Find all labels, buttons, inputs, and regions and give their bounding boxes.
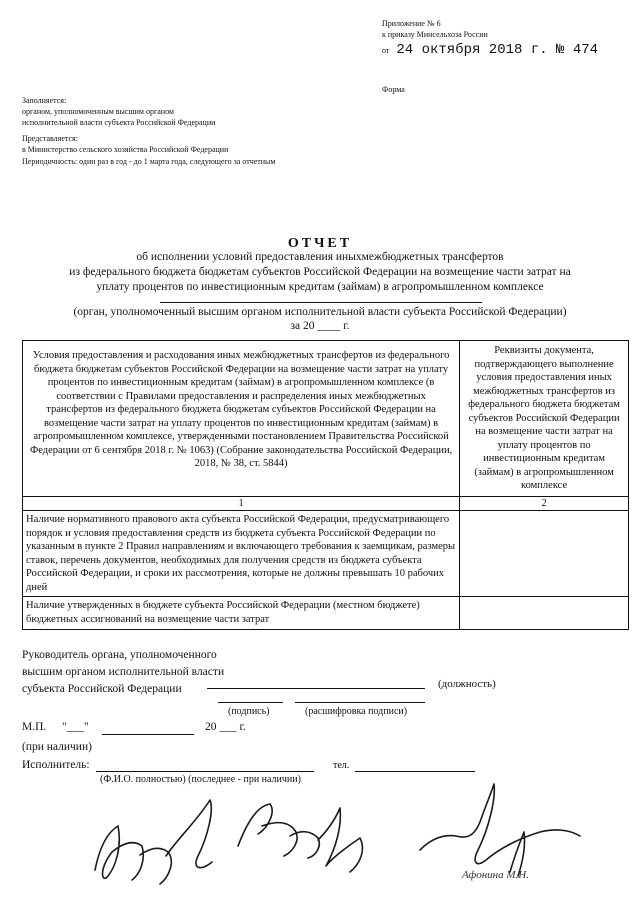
report-title-line-3: уплату процентов по инвестиционным кредитам (займам) в агропромышленном комплексе [96, 281, 544, 293]
submitted-label: Представляется: [22, 134, 78, 143]
col1-header: Условия предоставления и расходования иных межбюджетных трансфертов из федерального бюджета бюджетам субъектов Российской Федерации на возмещение части затрат на уплату процентов по инвестиционным кредитам (займам) в агропромышленном комплексе (в соответствии с Правилами предоставления и распределения иных межбюджетных трансфертов из федерального бюджета бюджетам субъектов Российской Федерации на возмещение части затрат на уплату процентов по инвестиционным кредитам (займам) в агропромышленном комплексе, утвержденными постановлением Правительства Российской Федерации от 6 сентября 2018 г. № 1063) (Собрание законодательства Российской Федерации, 2018, № 38, ст. 5844) [23, 341, 460, 497]
signature-stroke-3 [238, 804, 319, 858]
fio-label: (Ф.И.О. полностью) (последнее - при наличии) [100, 774, 301, 785]
filled-by-line-1: органом, уполномоченным высшим органом [22, 107, 174, 116]
appendix-order: к приказу Минсельхоза России [382, 30, 488, 39]
head-title-line-2: высшим органом исполнительной власти [22, 666, 225, 678]
signature-label: (подпись) [228, 706, 270, 717]
filled-by-line-2: исполнительной власти субъекта Российской Федерации [22, 118, 216, 127]
signature-stroke-2 [140, 800, 212, 884]
date-day[interactable]: "___" [62, 721, 89, 733]
date-year[interactable]: 20 ___ г. [205, 721, 246, 733]
stamp-if-any: (при наличии) [22, 741, 92, 753]
head-title-line-3: субъекта Российской Федерации [22, 683, 182, 695]
decode-label: (расшифровка подписи) [305, 706, 408, 717]
report-title-line-2: из федерального бюджета бюджетам субъектов Российской Федерации на возмещение части затрат на [69, 266, 571, 278]
col2-number: 2 [460, 496, 629, 511]
stamp-label: М.П. [22, 721, 47, 733]
col2-header: Реквизиты документа, подтверждающего выполнение условия предоставления иных межбюджетных трансфертов из федерального бюджета бюджетам субъектов Российской Федерации на возмещение части затрат на уплату процентов по инвестиционным кредитам (займам) в агропромышленном комплексе [460, 341, 629, 497]
submitted-to: в Министерство сельского хозяйства Российской Федерации [22, 145, 229, 154]
appendix-number: Приложение № 6 [382, 19, 441, 28]
position-label: (должность) [438, 678, 496, 690]
signature-stroke-5 [420, 784, 580, 864]
form-label: Форма [382, 85, 405, 94]
organ-caption: (орган, уполномоченный высшим органом исполнительной власти субъекта Российской Федерации) [73, 306, 567, 318]
col1-number: 1 [23, 496, 460, 511]
periodicity: Периодичность: один раз в год - до 1 марта года, следующего за отчетным [22, 157, 276, 166]
row-condition: Наличие утвержденных в бюджете субъекта Российской Федерации (местном бюджете) бюджетных ассигнований на возмещение части затрат [23, 597, 460, 630]
handwritten-name: Афонина М.Н. [462, 869, 529, 881]
executor-label: Исполнитель: [22, 759, 90, 771]
head-title-line-1: Руководитель органа, уполномоченного [22, 649, 217, 661]
phone-label: тел. [333, 760, 350, 771]
appendix-date-number: 24 октября 2018 г. № 474 [396, 42, 599, 58]
appendix-prefix: от [382, 46, 390, 55]
report-title-line-1: об исполнении условий предоставления иныхмежбюджетных трансфертов [136, 251, 504, 263]
filled-by-label: Заполняется: [22, 96, 67, 105]
report-heading: ОТЧЕТ [287, 236, 353, 251]
report-period: за 20 ____ г. [290, 320, 350, 332]
signature-stroke-4 [318, 808, 362, 872]
row-condition: Наличие нормативного правового акта субъекта Российской Федерации, предусматривающего порядок и условия предоставления средств из бюджета субъекта Российской Федерации по указанным в пункте 2 Правил направлениям и включающего требования к заемщикам, размеры ставок, перечень документов, необходимых для получения средств из бюджета субъекта Российской Федерации, и сроки их рассмотрения, которые не должны превышать 10 рабочих дней [23, 511, 460, 597]
signature-stroke-1 [95, 826, 143, 880]
